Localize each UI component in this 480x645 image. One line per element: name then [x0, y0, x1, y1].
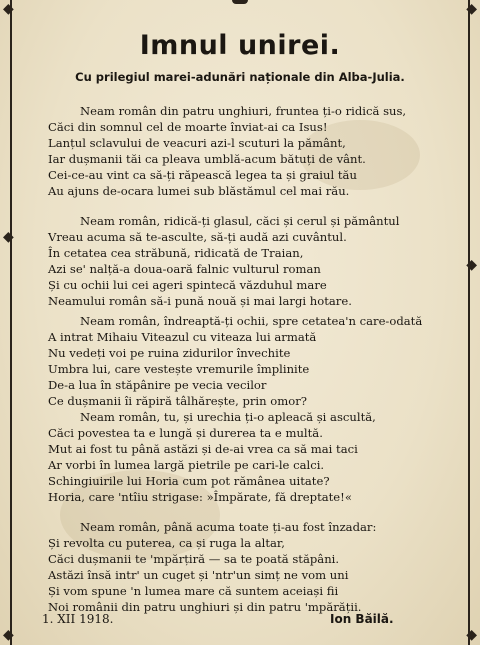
- border-ornament-icon: ◆: [3, 1, 14, 17]
- verse-line: Vreau acuma să te-asculte, să-ți audă azi cuvântul.: [48, 230, 347, 244]
- verse-line: Astăzi însă intr' un cuget și 'ntr'un simț ne vom uni: [48, 568, 349, 582]
- border-ornament-icon: ◆: [466, 1, 477, 17]
- verse-line: Căci din somnul cel de moarte înviat-ai ca Isus!: [48, 120, 328, 134]
- verse-line: Cei-ce-au vint ca să-ți răpească legea ta și graiul tău: [48, 168, 357, 182]
- top-ornament: [232, 0, 248, 4]
- verse-line: Neamului român să-i pună nouă și mai largi hotare.: [48, 294, 352, 308]
- verse-line: Ar vorbi în lumea largă pietrile pe cari-le calci.: [48, 458, 325, 472]
- border-ornament-icon: ◆: [466, 627, 477, 643]
- verse-line: A intrat Mihaiu Viteazul cu viteaza lui armată: [48, 330, 317, 344]
- verse-line: Neam român din patru unghiuri, fruntea ți-o ridică sus,: [80, 104, 407, 118]
- verse-line: Neam român, îndreaptă-ți ochii, spre cetatea'n care-odată: [80, 314, 423, 328]
- verse-line: Schingiuirile lui Horia cum pot rămânea uitate?: [48, 474, 330, 488]
- verse-line: Și revolta cu puterea, ca și ruga la altar,: [48, 536, 285, 550]
- poem-subtitle: Cu prilegiul marei-adunări naționale din Alba-Julia.: [75, 70, 405, 84]
- poem-date: 1. XII 1918.: [42, 612, 114, 626]
- verse-line: În cetatea cea străbună, ridicată de Traian,: [48, 246, 304, 260]
- verse-line: Mut ai fost tu până astăzi și de-ai vrea ca să mai taci: [48, 442, 358, 456]
- border-ornament-icon: ◆: [3, 229, 14, 245]
- verse-line: Au ajuns de-ocara lumei sub blăstămul cel mai rău.: [48, 184, 350, 198]
- verse-line: Neam român, până acuma toate ți-au fost înzadar:: [80, 520, 377, 534]
- verse-line: Căci dușmanii te 'mpărțiră — sa te poată stăpâni.: [48, 552, 340, 566]
- verse-line: Horia, care 'ntîiu strigase: »Împărate, fă dreptate!«: [48, 490, 352, 504]
- verse-line: Căci povestea ta e lungă și durerea ta e multă.: [48, 426, 323, 440]
- right-border-rule: [468, 0, 470, 645]
- poem-author: Ion Băilă.: [330, 612, 394, 626]
- verse-line: Ce dușmanii îi răpiră tâlhărește, prin omor?: [48, 394, 307, 408]
- poem-title: Imnul unirei.: [139, 30, 341, 61]
- verse-line: Neam român, ridică-ți glasul, căci și cerul și pământul: [80, 214, 400, 228]
- verse-line: Iar dușmanii tăi ca pleava umblă-acum bătuți de vânt.: [48, 152, 366, 166]
- verse-line: Umbra lui, care vestește vremurile împlinite: [48, 362, 310, 376]
- verse-line: Și vom spune 'n lumea mare că suntem aceiași fii: [48, 584, 339, 598]
- left-border-rule: [10, 0, 12, 645]
- verse-line: Azi se' nalță-a doua-oară falnic vulturul roman: [48, 262, 321, 276]
- border-ornament-icon: ◆: [466, 257, 477, 273]
- verse-line: Nu vedeți voi pe ruina zidurilor învechite: [48, 346, 291, 360]
- verse-line: Neam român, tu, și urechia ți-o apleacă și ascultă,: [80, 410, 376, 424]
- verse-line: Noi românii din patru unghiuri și din patru 'mpărății.: [48, 600, 362, 614]
- border-ornament-icon: ◆: [3, 627, 14, 643]
- verse-line: De-a lua în stăpânire pe vecia vecilor: [48, 378, 267, 392]
- verse-line: Și cu ochii lui cei ageri spintecă văzduhul mare: [48, 278, 327, 292]
- verse-line: Lanțul sclavului de veacuri azi-l scuturi la pământ,: [48, 136, 346, 150]
